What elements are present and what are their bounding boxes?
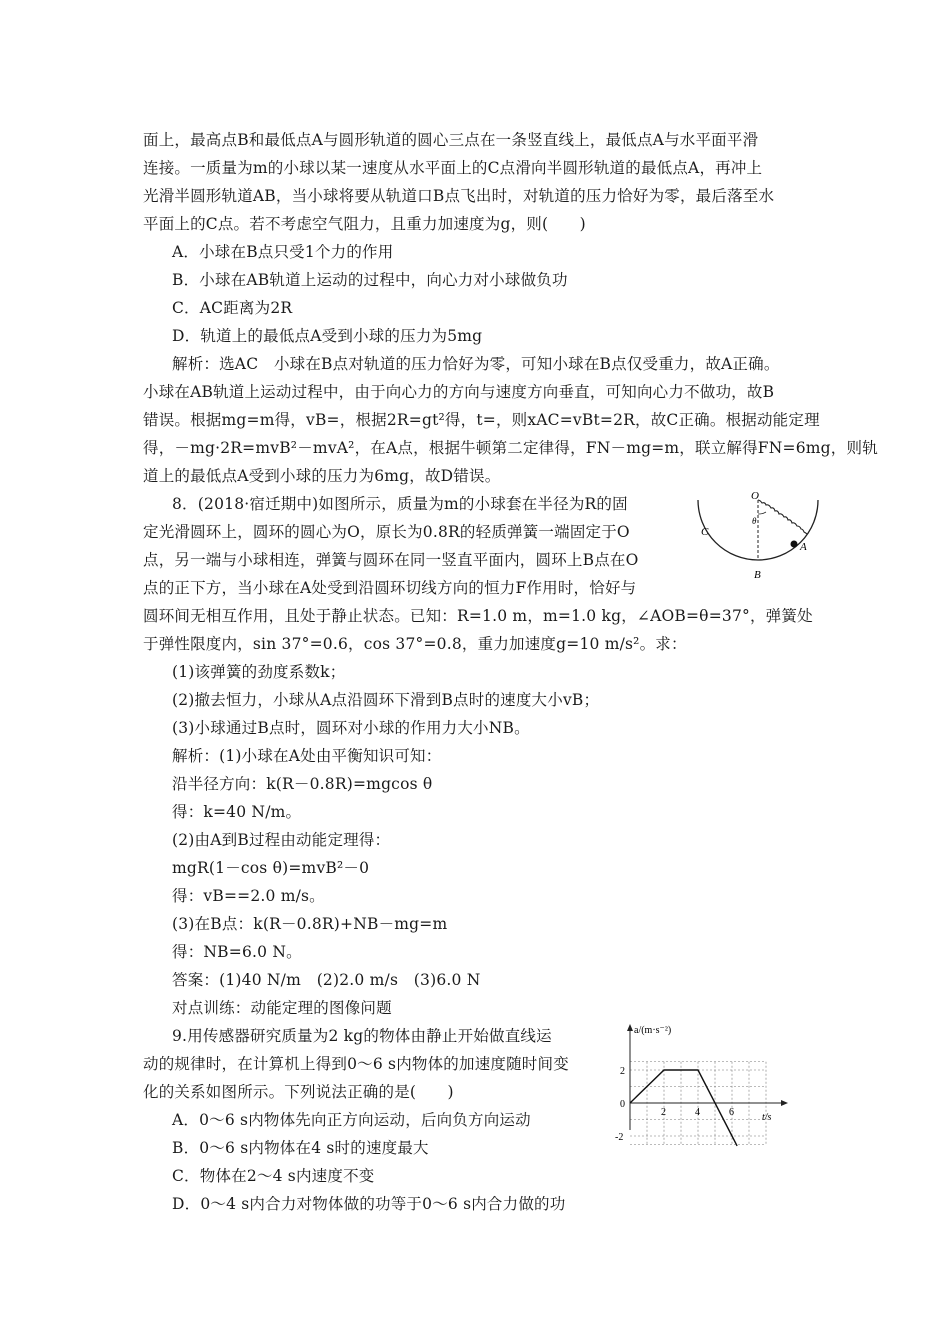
ball [791, 541, 798, 548]
solution-line: 沿半径方向：k(R－0.8R)=mgcos θ [172, 775, 433, 793]
option-c: C．AC距离为2R [172, 299, 293, 317]
option-b: B．0～6 s内物体在4 s时的速度最大 [172, 1139, 429, 1157]
y-axis-label: a/(m·s⁻²) [634, 1025, 672, 1036]
x-tick-label: 4 [695, 1107, 700, 1118]
label-o: O [751, 490, 759, 502]
sub-question: (3)小球通过B点时，圆环对小球的作用力大小NB。 [172, 719, 530, 737]
solution-line: (2)由A到B过程由动能定理得： [172, 831, 391, 849]
text-line: 连接。一质量为m的小球以某一速度从水平面上的C点滑向半圆形轨道的最低点A，再冲上 [143, 159, 763, 177]
label-b: B [754, 569, 761, 581]
ring-spring-figure [688, 490, 828, 590]
text-line: 平面上的C点。若不考虑空气阻力，且重力加速度为g，则( ) [143, 215, 586, 233]
y-axis-arrow [627, 1024, 633, 1031]
question-8-line: 点，另一端与小球相连，弹簧与圆环在同一竖直平面内，圆环上B点在O [143, 551, 639, 569]
x-axis-label: t/s [762, 1112, 772, 1123]
question-8-line: 定光滑圆环上，圆环的圆心为O，原长为0.8R的轻质弹簧一端固定于O [143, 523, 630, 541]
acceleration-series-line [630, 1070, 737, 1146]
option-a: A．小球在B点只受1个力的作用 [172, 243, 394, 261]
question-9-line: 动的规律时，在计算机上得到0～6 s内物体的加速度随时间变 [143, 1055, 569, 1073]
sub-question: (2)撤去恒力，小球从A点沿圆环下滑到B点时的速度大小vB； [172, 691, 600, 709]
x-tick-label: 2 [661, 1107, 666, 1118]
question-8-line: 圆环间无相互作用，且处于静止状态。已知：R=1.0 m，m=1.0 kg，∠AOB=θ=37°，弹簧处 [143, 607, 813, 625]
label-a: A [800, 541, 807, 553]
spring [758, 500, 807, 534]
solution-line: 错误。根据mg=m得，vB=，根据2R=gt²得，t=，则xAC=vBt=2R，故C正确。根据动能定理 [143, 411, 820, 429]
x-tick-label: 6 [729, 1107, 734, 1118]
chart-series [630, 1070, 737, 1146]
solution-line: 小球在AB轨道上运动过程中，由于向心力的方向与速度方向垂直，可知向心力不做功，故B [143, 383, 775, 401]
question-9-line: 9.用传感器研究质量为2 kg的物体由静止开始做直线运 [172, 1027, 552, 1045]
solution-line: 得，－mg·2R=mvB²－mvA²，在A点，根据牛顿第二定律得，FN－mg=m，联立解得FN=6mg，则轨 [143, 439, 878, 457]
solution-line: mgR(1－cos θ)=mvB²－0 [172, 859, 370, 877]
label-theta: θ [752, 516, 757, 526]
option-b: B．小球在AB轨道上运动的过程中，向心力对小球做负功 [172, 271, 568, 289]
x-axis-arrow [781, 1100, 788, 1106]
answer-line: 答案：(1)40 N/m (2)2.0 m/s (3)6.0 N [172, 971, 481, 989]
text-line: 光滑半圆形轨道AB，当小球将要从轨道口B点飞出时，对轨道的压力恰好为零，最后落至水 [143, 187, 775, 205]
solution-line: (3)在B点：k(R－0.8R)+NB－mg=m [172, 915, 448, 933]
text-line: 面上，最高点B和最低点A与圆形轨道的圆心三点在一条竖直线上，最低点A与水平面平滑 [143, 131, 759, 149]
question-8-line: 点的正下方，当小球在A处受到沿圆环切线方向的恒力F作用时，恰好与 [143, 579, 637, 597]
question-8-line: 于弹性限度内，sin 37°=0.6，cos 37°=0.8，重力加速度g=10 m/s²。求： [143, 635, 687, 653]
solution-line: 得：vB==2.0 m/s。 [172, 887, 325, 905]
solution-line: 得：NB=6.0 N。 [172, 943, 302, 961]
y-tick-label: 0 [620, 1099, 625, 1110]
y-tick-label: 2 [620, 1066, 625, 1077]
solution-line: 得：k=40 N/m。 [172, 803, 302, 821]
option-a: A．0～6 s内物体先向正方向运动，后向负方向运动 [172, 1111, 531, 1129]
section-title: 对点训练：动能定理的图像问题 [172, 999, 392, 1017]
solution-line: 解析：(1)小球在A处由平衡知识可知： [172, 747, 442, 765]
sub-question: (1)该弹簧的劲度系数k； [172, 663, 346, 681]
option-d: D．0～4 s内合力对物体做的功等于0～6 s内合力做的功 [172, 1195, 566, 1213]
solution-line: 道上的最低点A受到小球的压力为6mg，故D错误。 [143, 467, 501, 485]
label-c: C [701, 526, 709, 538]
acceleration-time-chart [612, 1020, 792, 1143]
option-d: D．轨道上的最低点A受到小球的压力为5mg [172, 327, 483, 345]
solution-line: 解析：选AC 小球在B点对轨道的压力恰好为零，可知小球在B点仅受重力，故A正确。 [172, 355, 780, 373]
question-9-line: 化的关系如图所示。下列说法正确的是( ) [143, 1083, 454, 1101]
question-8-line: 8．(2018·宿迁期中)如图所示，质量为m的小球套在半径为R的固 [172, 495, 628, 513]
option-c: C．物体在2～4 s内速度不变 [172, 1167, 375, 1185]
angle-arc [758, 512, 766, 514]
y-tick-label: -2 [615, 1132, 624, 1143]
